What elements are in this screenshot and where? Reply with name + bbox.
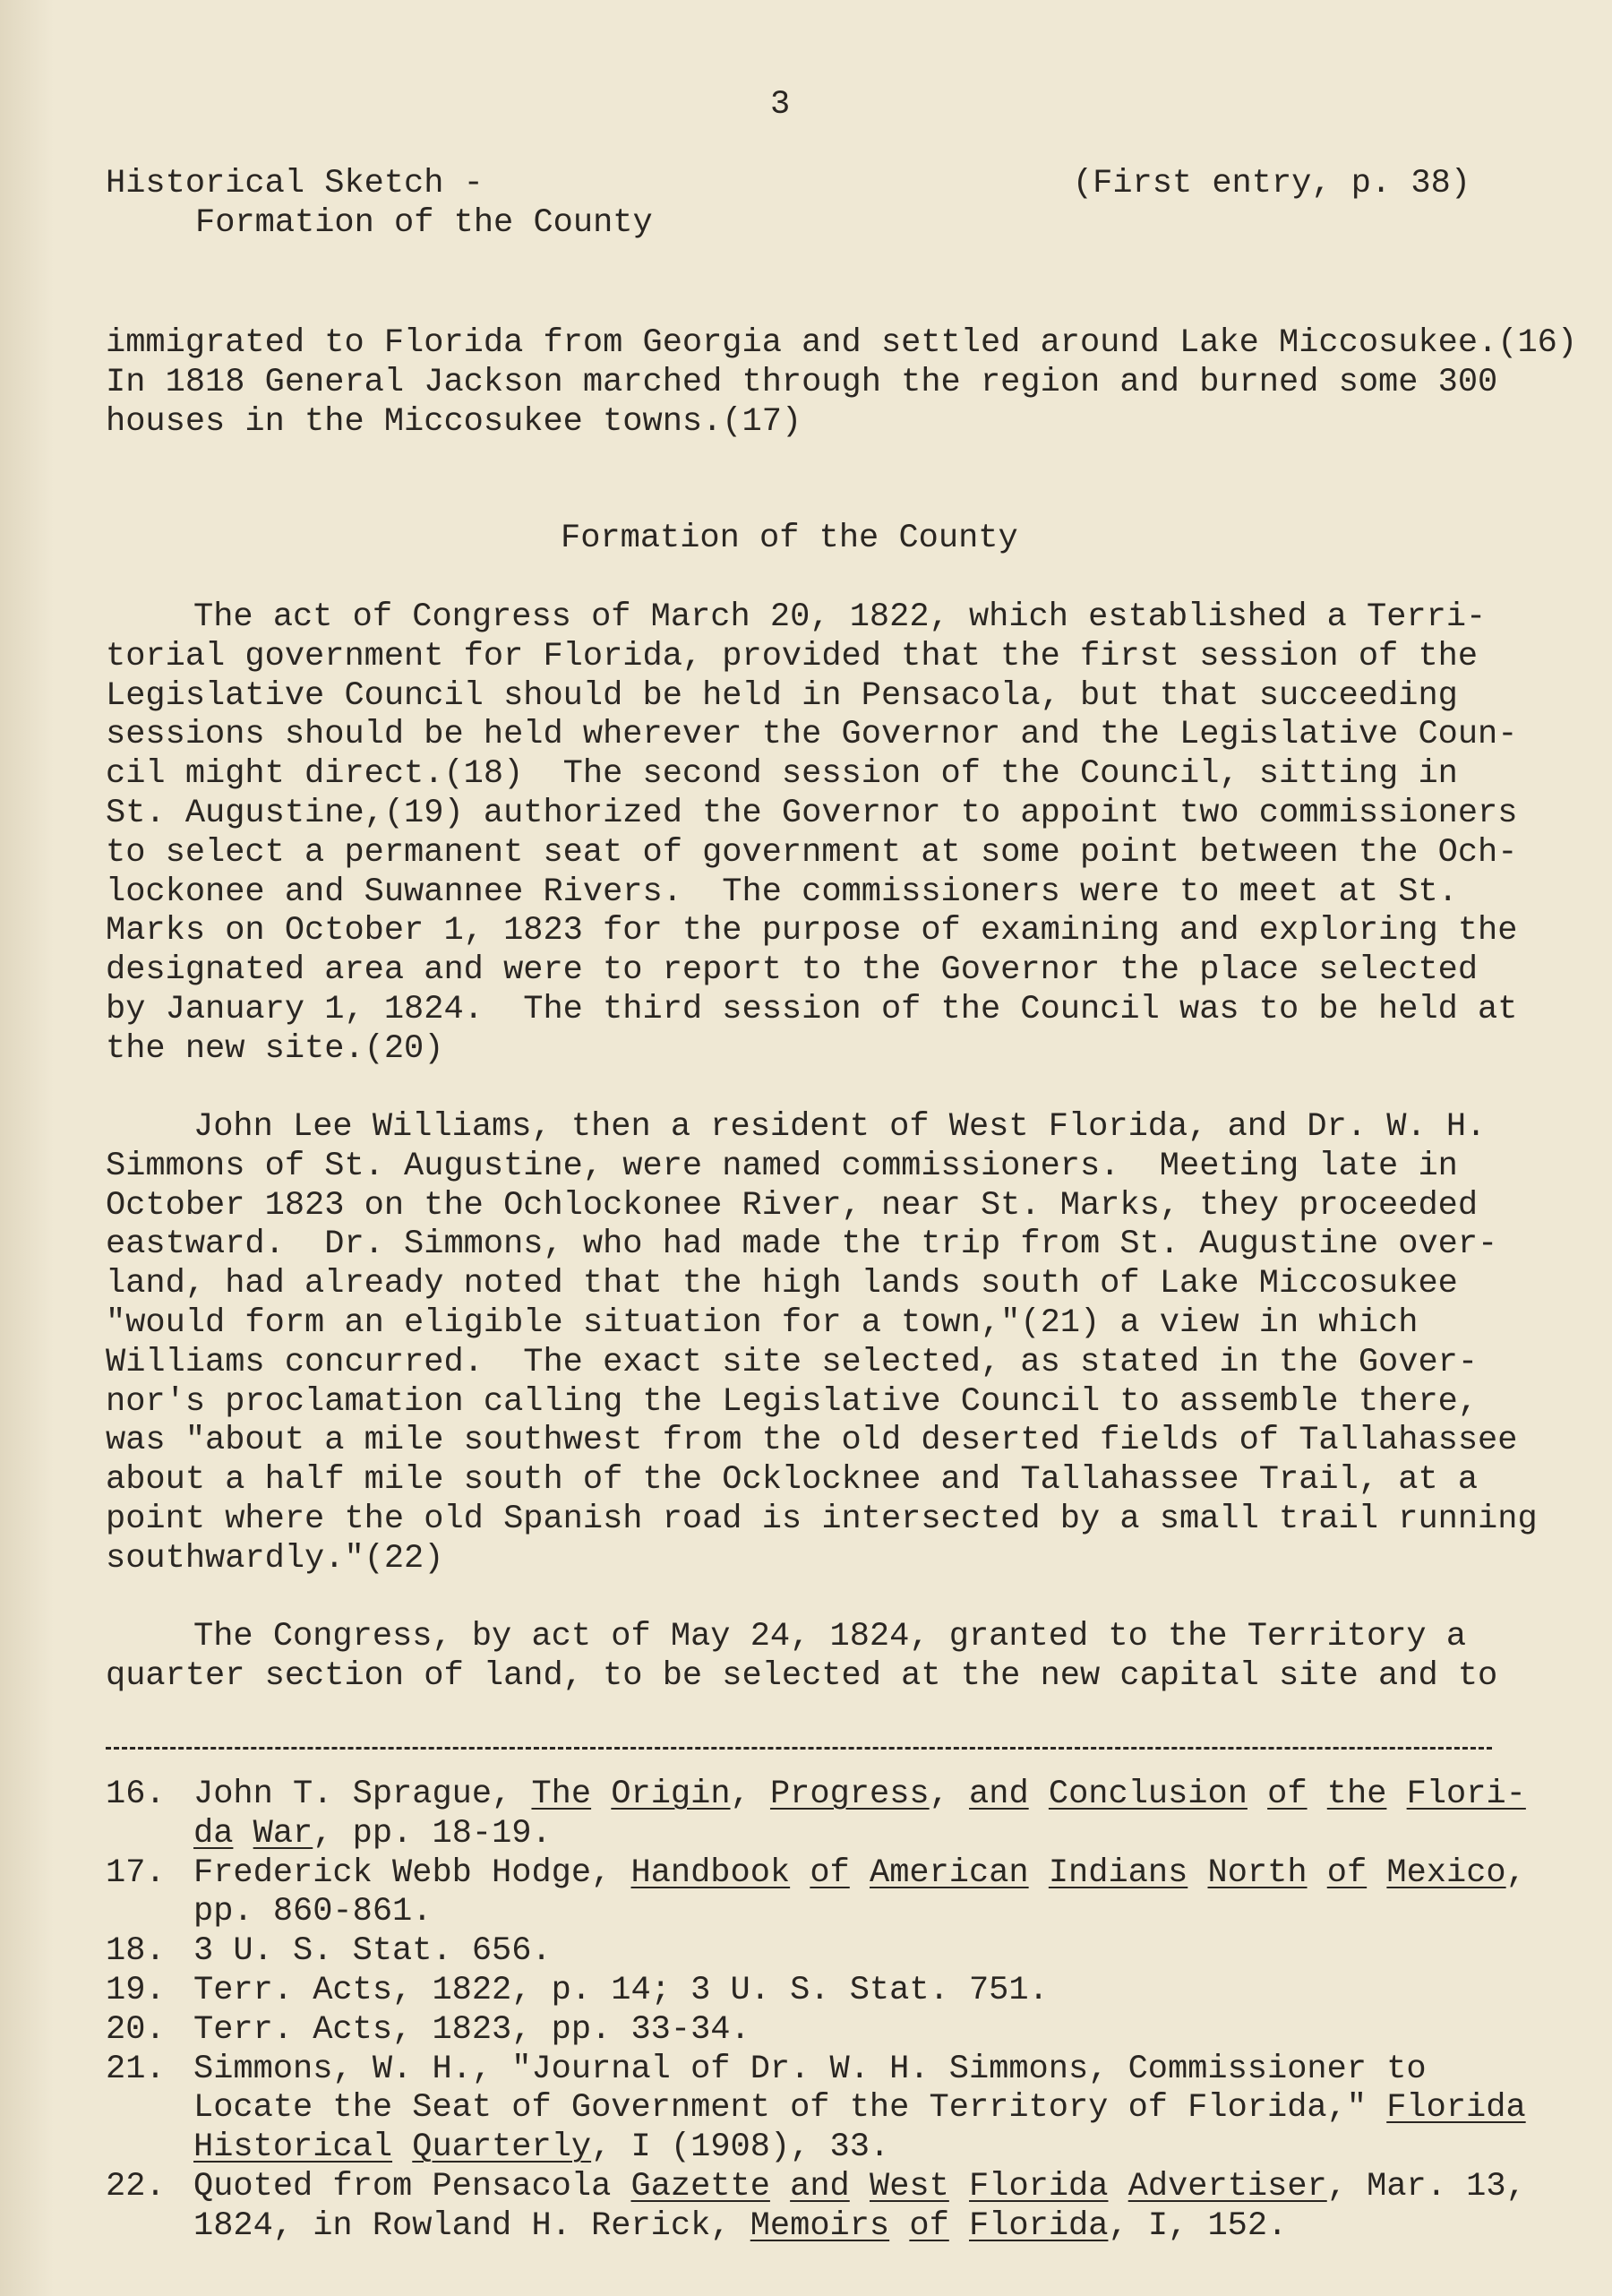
footnote-number: 22. xyxy=(106,2167,166,2206)
underlined-title-word: of xyxy=(909,2206,949,2245)
footnote-segment xyxy=(790,1854,810,1892)
text-line: Marks on October 1, 1823 for the purpose of examining and exploring the xyxy=(106,912,1518,950)
footnote-segment: , Mar. 13, xyxy=(1326,2167,1526,2206)
footnote-segment: Locate the Seat of Government of the Territory of Florida," xyxy=(193,2089,1387,2128)
underlined-title-word: da xyxy=(193,1814,234,1853)
footnote-segment xyxy=(1188,1854,1207,1892)
footnote-segment xyxy=(949,2207,969,2245)
footnote-segment xyxy=(591,1776,611,1813)
footnote-segment xyxy=(233,1815,253,1853)
footnote-number: 21. xyxy=(106,2050,166,2088)
text-line: quarter section of land, to be selected at the new capital site and to xyxy=(106,1656,1498,1695)
footnote-segment xyxy=(770,2168,790,2206)
footnote xyxy=(106,2050,1526,2168)
footnote-segment xyxy=(1308,1854,1327,1892)
footnote-line xyxy=(193,2051,1526,2090)
footnote-text xyxy=(193,1932,552,1972)
text-line: point where the old Spanish road is intersected by a small trail running xyxy=(106,1500,1538,1538)
footnote xyxy=(106,1776,1526,1854)
text-line: the new site.(20) xyxy=(106,1029,444,1068)
footnote-segment: , I, 152. xyxy=(1108,2206,1288,2245)
footnote-separator xyxy=(106,1747,1492,1750)
footnote-line xyxy=(193,1776,1526,1815)
text-line: sessions should be held wherever the Governor and the Legislative Coun- xyxy=(106,716,1518,754)
header-title: Historical Sketch - xyxy=(106,165,484,202)
text-line: was "about a mile southwest from the old deserted fields of Tallahassee xyxy=(106,1422,1518,1460)
footnote-segment xyxy=(850,1854,870,1892)
footnote xyxy=(106,1932,1503,1972)
footnote-line xyxy=(193,1815,1526,1854)
footnote-segment xyxy=(1367,1854,1386,1892)
running-header-right: (First entry, p. 38) xyxy=(1072,165,1471,202)
footnote-text xyxy=(193,1854,1526,1933)
footnote-segment: , xyxy=(1505,1853,1526,1892)
underlined-title-word: Florida xyxy=(969,2206,1109,2245)
text-line: torial government for Florida, provided that the first session of the xyxy=(106,637,1479,675)
text-line: Williams concurred. The exact site selected, as stated in the Gover- xyxy=(106,1343,1479,1381)
footnote-number: 17. xyxy=(106,1853,166,1892)
footnote-number: 20. xyxy=(106,2010,166,2049)
text-line: Legislative Council should be held in Pensacola, but that succeeding xyxy=(106,676,1458,715)
footnote-segment xyxy=(1029,1854,1049,1892)
footnote-line xyxy=(193,1972,1049,2011)
text-line: "would form an eligible situation for a town,"(21) a view in which xyxy=(106,1303,1419,1342)
underlined-title-word: War xyxy=(253,1814,313,1853)
underlined-title-word: Gazette xyxy=(630,2167,770,2206)
text-line: The act of Congress of March 20, 1822, which established a Terri- xyxy=(193,598,1487,636)
underlined-title-word: Indians xyxy=(1048,1853,1188,1892)
text-line: immigrated to Florida from Georgia and settled around Lake Miccosukee.(16) xyxy=(106,324,1578,362)
footnotes-list xyxy=(106,1776,1526,2247)
text-line: In 1818 General Jackson marched through the region and burned some 300 xyxy=(106,363,1498,401)
footnote-segment: Terr. Acts, 1823, pp. 33-34. xyxy=(193,2010,750,2049)
underlined-title-word: of xyxy=(810,1853,850,1892)
paragraph-3 xyxy=(106,1618,1503,1697)
footnote-segment xyxy=(889,2207,909,2245)
footnote-text xyxy=(193,1972,1049,2011)
underlined-title-word: Florida xyxy=(1386,2089,1526,2128)
footnote-text xyxy=(193,2051,1526,2168)
footnote-segment: 3 U. S. Stat. 656. xyxy=(193,1932,552,1971)
footnote-text xyxy=(193,2168,1526,2247)
underlined-title-word: Progress xyxy=(769,1776,930,1813)
text-line: cil might direct.(18) The second session of the Council, sitting in xyxy=(106,755,1458,794)
footnote-segment: , xyxy=(929,1776,970,1813)
header-subtitle: Formation of the County xyxy=(195,203,653,242)
footnote-segment xyxy=(1029,1776,1049,1813)
footnote-number: 18. xyxy=(106,1932,166,1971)
footnote-segment xyxy=(392,2128,412,2166)
footnote-segment xyxy=(1386,1776,1406,1813)
underlined-title-word: Flori- xyxy=(1406,1776,1526,1813)
footnote-line xyxy=(193,2128,1526,2168)
text-line: Simmons of St. Augustine, were named commissioners. Meeting late in xyxy=(106,1147,1458,1185)
underlined-title-word: of xyxy=(1267,1776,1308,1813)
text-line: John Lee Williams, then a resident of West Florida, and Dr. W. H. xyxy=(193,1108,1487,1146)
footnote-line xyxy=(193,1854,1526,1894)
footnote-segment: pp. 860-861. xyxy=(193,1893,433,1931)
underlined-title-word: of xyxy=(1326,1853,1368,1892)
running-header-left xyxy=(106,165,653,244)
underlined-title-word: Memoirs xyxy=(750,2206,890,2245)
footnote-segment xyxy=(1108,2168,1128,2206)
footnote-segment: , pp. 18-19. xyxy=(313,1814,552,1853)
footnote-segment: 1824, in Rowland H. Rerick, xyxy=(193,2206,750,2245)
text-line: October 1823 on the Ochlockonee River, near St. Marks, they proceeded xyxy=(106,1186,1479,1225)
footnote-line xyxy=(193,2207,1526,2247)
underlined-title-word: West xyxy=(869,2167,949,2206)
footnote-segment xyxy=(1248,1776,1267,1813)
text-line: land, had already noted that the high lands south of Lake Miccosukee xyxy=(106,1265,1458,1303)
underlined-title-word: and xyxy=(969,1776,1029,1813)
text-line: eastward. Dr. Simmons, who had made the trip from St. Augustine over- xyxy=(106,1225,1498,1264)
underlined-title-word: Florida xyxy=(969,2167,1109,2206)
footnote-line xyxy=(193,2089,1526,2128)
paragraph-2 xyxy=(106,1108,1538,1579)
underlined-title-word: North xyxy=(1207,1853,1308,1892)
footnote xyxy=(106,2167,1526,2247)
text-line: by January 1, 1824. The third session of the Council was to be held at xyxy=(106,990,1518,1028)
underlined-title-word: Mexico xyxy=(1386,1853,1506,1892)
underlined-title-word: the xyxy=(1326,1776,1387,1813)
footnote-line xyxy=(193,1932,552,1972)
underlined-title-word: Handbook xyxy=(630,1853,791,1892)
section-heading: Formation of the County xyxy=(561,520,1018,557)
footnote-segment: , xyxy=(730,1776,770,1813)
text-line: nor's proclamation calling the Legislative Council to assemble there, xyxy=(106,1382,1479,1421)
footnote-segment xyxy=(850,2168,870,2206)
footnote xyxy=(106,2011,1503,2051)
underlined-title-word: and xyxy=(790,2167,850,2206)
paragraph-1 xyxy=(106,598,1518,1070)
underlined-title-word: Origin xyxy=(611,1776,731,1813)
footnote-segment: John T. Sprague, xyxy=(193,1776,532,1813)
intro-paragraph xyxy=(106,324,1578,442)
text-line: houses in the Miccosukee towns.(17) xyxy=(106,402,802,441)
footnote-line xyxy=(193,2168,1526,2207)
underlined-title-word: Conclusion xyxy=(1048,1776,1248,1813)
text-line: southwardly."(22) xyxy=(106,1539,444,1578)
text-line: lockonee and Suwannee Rivers. The commissioners were to meet at St. xyxy=(106,873,1458,911)
footnote-segment xyxy=(949,2168,969,2206)
footnote-segment: Simmons, W. H., "Journal of Dr. W. H. Simmons, Commissioner to xyxy=(193,2050,1427,2088)
underlined-title-word: Historical xyxy=(193,2128,393,2167)
footnote-line xyxy=(193,1893,1526,1932)
page-number: 3 xyxy=(770,86,791,124)
footnote-segment: Frederick Webb Hodge, xyxy=(193,1853,631,1892)
footnote-line xyxy=(193,2011,750,2051)
footnote-segment xyxy=(1308,1776,1327,1813)
text-line: St. Augustine,(19) authorized the Governor to appoint two commissioners xyxy=(106,794,1518,832)
text-line: The Congress, by act of May 24, 1824, granted to the Territory a xyxy=(193,1618,1467,1655)
footnote-segment: Terr. Acts, 1822, p. 14; 3 U. S. Stat. 751. xyxy=(193,1971,1049,2009)
footnote-text xyxy=(193,2011,750,2051)
footnote xyxy=(106,1972,1503,2011)
underlined-title-word: American xyxy=(869,1853,1029,1892)
footnote-text xyxy=(193,1776,1526,1854)
text-line: about a half mile south of the Ocklocknee and Tallahassee Trail, at a xyxy=(106,1461,1479,1500)
underlined-title-word: Quarterly xyxy=(412,2128,592,2167)
footnote-number: 16. xyxy=(106,1776,166,1813)
text-line: to select a permanent seat of government at some point between the Och- xyxy=(106,833,1518,872)
footnote-segment: , I (1908), 33. xyxy=(591,2128,890,2167)
footnote xyxy=(106,1853,1526,1933)
underlined-title-word: The xyxy=(531,1776,592,1813)
footnote-number: 19. xyxy=(106,1971,166,2009)
footnote-segment: Quoted from Pensacola xyxy=(193,2167,631,2206)
text-line: designated area and were to report to the Governor the place selected xyxy=(106,951,1479,990)
underlined-title-word: Advertiser xyxy=(1128,2167,1327,2206)
